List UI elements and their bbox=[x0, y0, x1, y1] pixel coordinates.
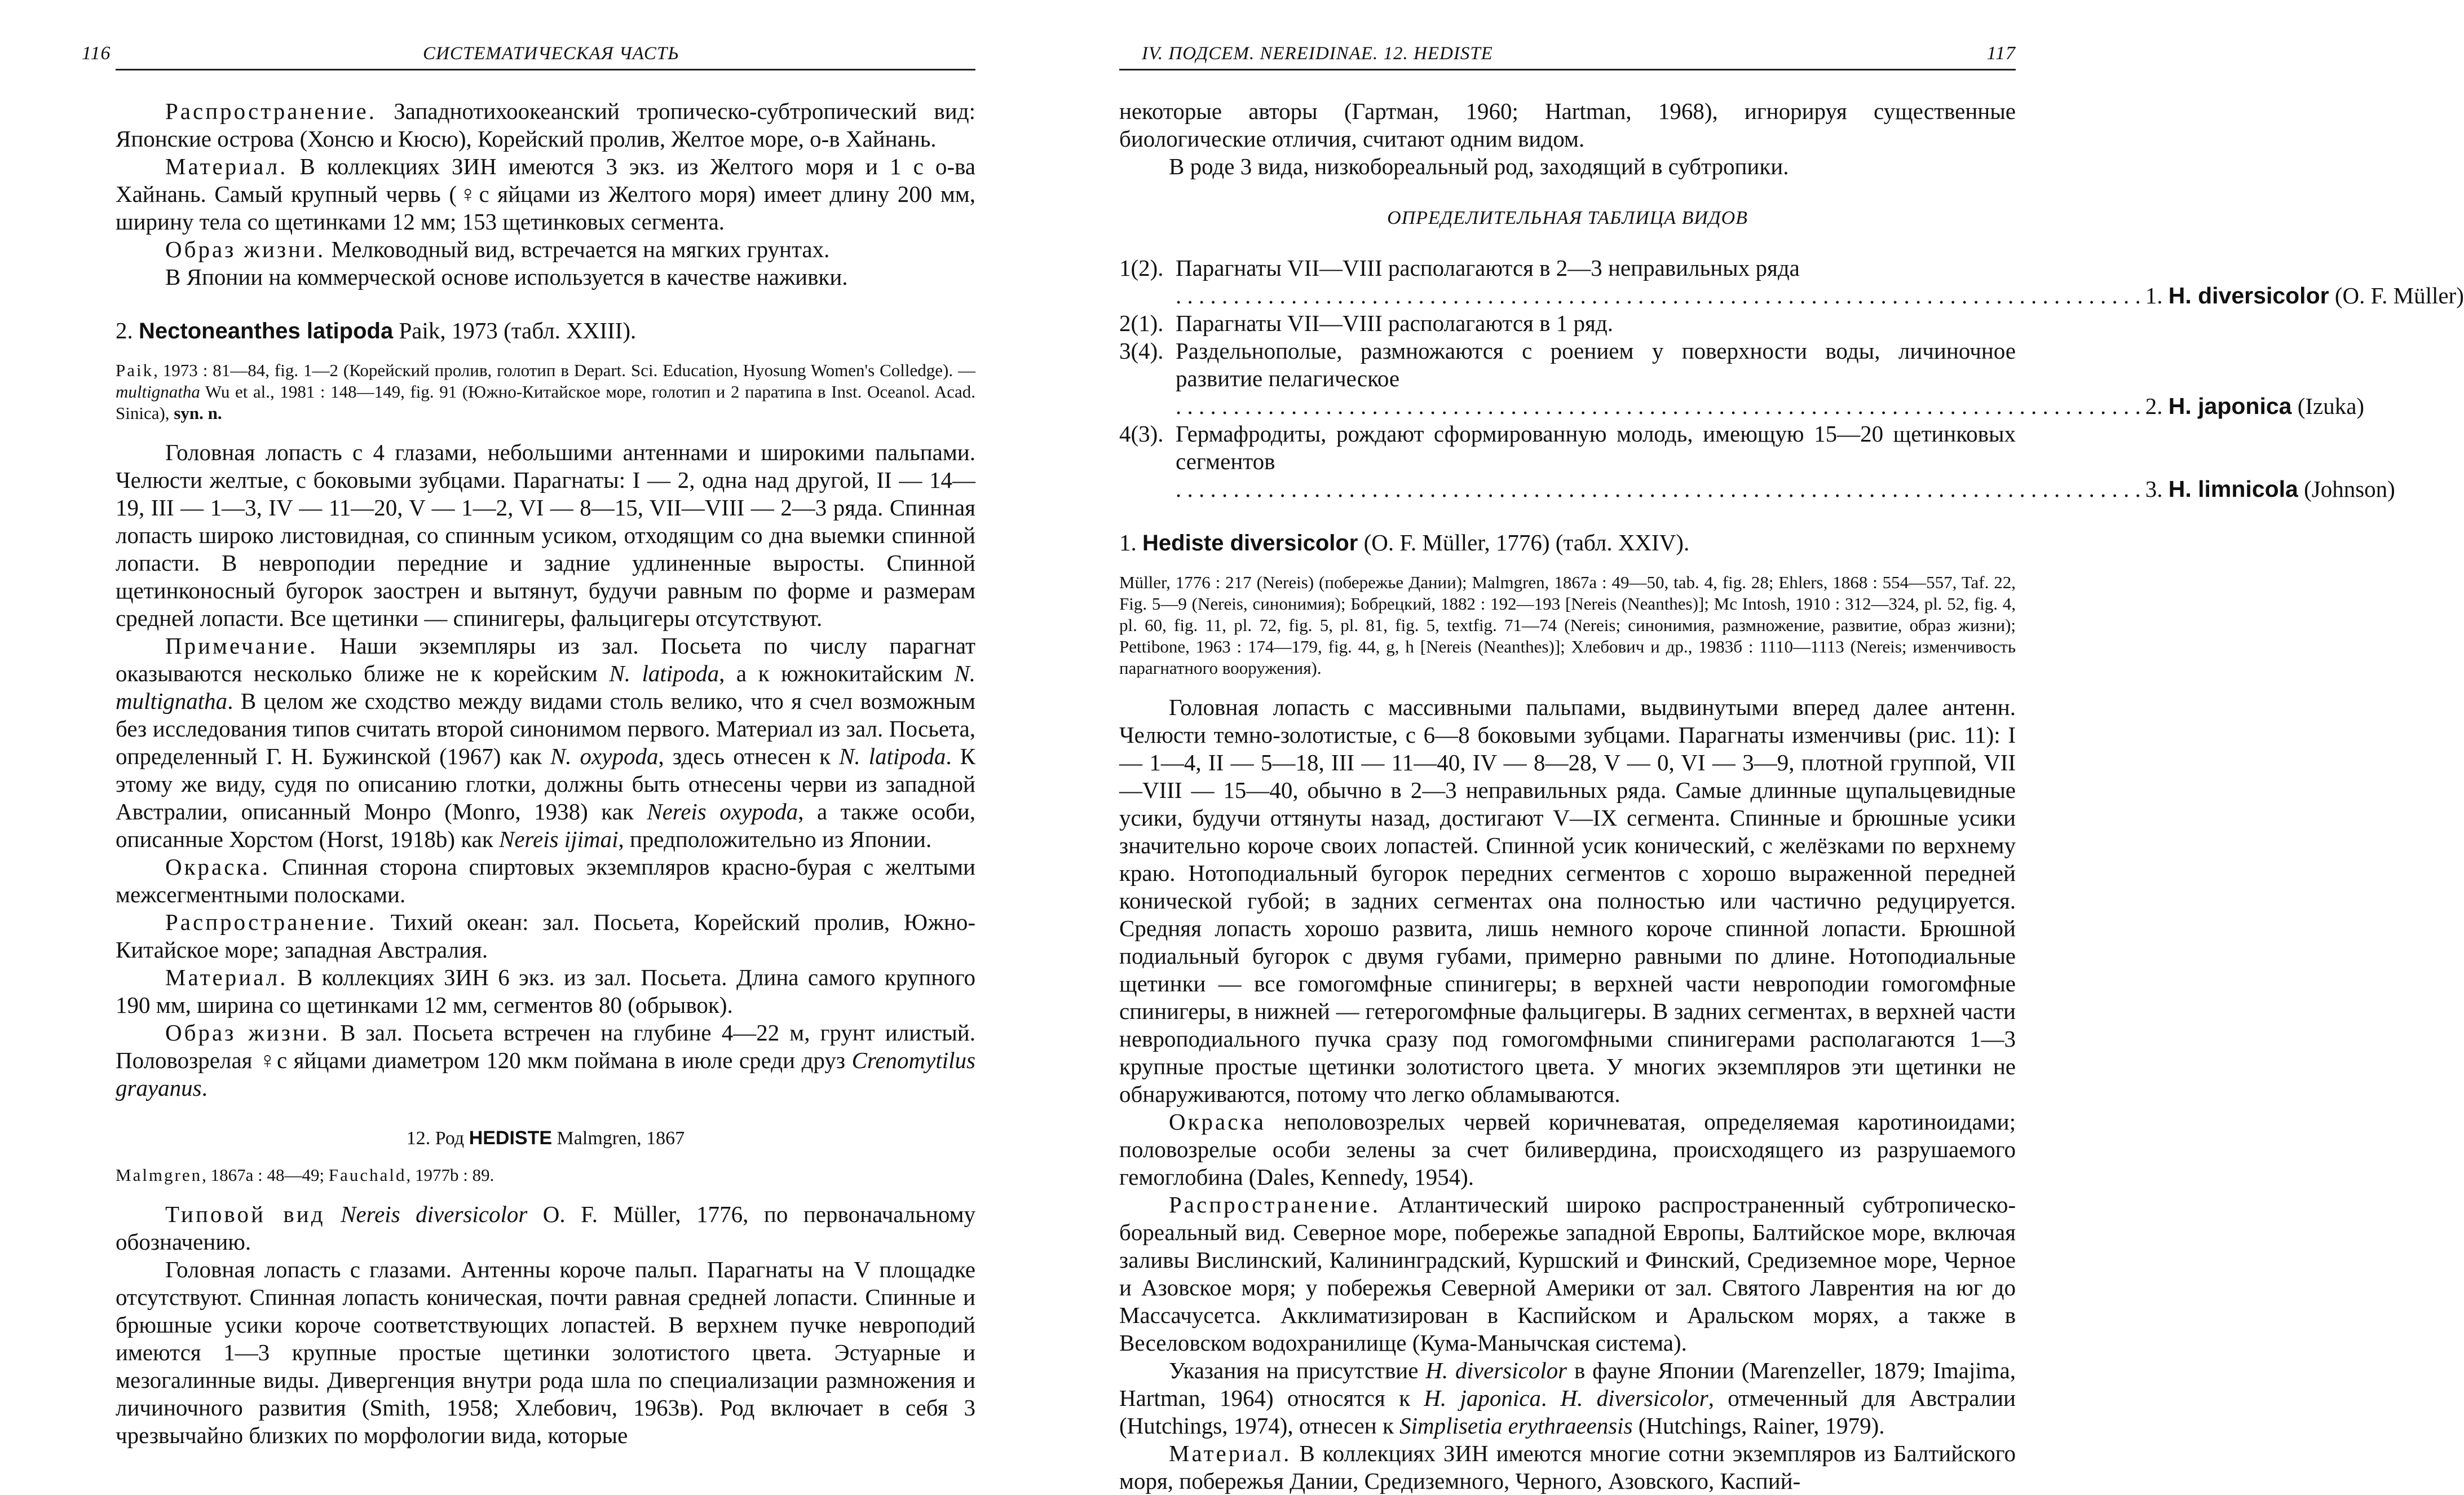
right-page bbox=[1119, 34, 2464, 1494]
genus-count-paragraph: В роде 3 вида, низкобореальный род, заходящий в субтропики. bbox=[1169, 153, 1789, 179]
key-entry-2: 2(1). Парагнаты VII—VIII располагаются в 1 ряд. bbox=[1119, 310, 1613, 336]
running-head-title-right: IV. ПОДСЕМ. NEREIDINAE. 12. HEDISTE bbox=[1142, 43, 1493, 64]
left-page bbox=[82, 34, 976, 1466]
bait-paragraph: В Японии на коммерческой основе используется в качестве наживки. bbox=[165, 264, 848, 290]
distribution-paragraph-1: Распространение. Западнотихоокеанский тропическо-субтропический вид: Японские острова (Хонсю и Кюсю), Корейский пролив, Желтое море, о-в Хайнань. bbox=[116, 98, 975, 152]
coloration-paragraph: Окраска. Спинная сторона спиртовых экземпляров красно-бурая с желтыми межсегментными полосками. bbox=[116, 854, 975, 907]
species-references-nectoneanthes: Paik, 1973 : 81—84, fig. 1—2 (Корейский пролив, голотип в Depart. Sci. Education, Hyosung Women's Colledge). — multignatha Wu et al., 1981 : 148—149, fig. 91 (Южно-Китайское море, голотип и 2 паратипа в Inst. Oceanol. Acad. Sinica), syn. n. bbox=[116, 360, 975, 423]
species-references-diversicolor: Müller, 1776 : 217 (Nereis) (побережье Дании); Malmgren, 1867a : 49—50, tab. 4, fig. 28; Ehlers, 1868 : 554—557, Taf. 22, Fig. 5—9 (Nereis, синонимия); Бобрецкий, 1882 : 192—193 [Nereis (Neanthes)]; Mc Intosh, 1910 : 312—324, pl. 52, fig. 4, pl. 60, fig. 11, pl. 72, fig. 5, pl. 81, fig. 5, textfig. 71—74 (Nereis; синонимия, размножение, развитие, образ жизни); Pettibone, 1963 : 174—179, fig. 44, g, h [Nereis (Neanthes)]; Хлебович и др., 1983б : 1110—1113 (Nereis; изменчивость парагнатного вооружения). bbox=[1119, 572, 2016, 678]
key-title: ОПРЕДЕЛИТЕЛЬНАЯ ТАБЛИЦА ВИДОВ bbox=[1387, 208, 1748, 228]
coloration-paragraph-right: Окраска неполовозрелых червей коричневатая, определяемая каротиноидами; половозрелые особи зелены за счет биливердина, происходящего из разрушаемого гемоглобина (Dales, Kennedy, 1954). bbox=[1119, 1109, 2016, 1190]
type-species-paragraph: Типовой вид Nereis diversicolor O. F. Müller, 1776, по первоначальному обозначению. bbox=[116, 1201, 976, 1255]
species-description-paragraph: Головная лопасть с массивными пальпами, выдвинутыми вперед далее антенн. Челюсти темно-золотистые, с 6—8 боковыми зубцами. Парагнаты изменчивы (рис. 11): I — 1—4, II — 5—18, III — 11—40, IV — 8—28, V — 0, VI — 3—9, плотной группой, VII—VIII — 15—40, обычно в 2—3 неправильных ряда. Самые длинные щупальцевидные усики, будучи оттянуты назад, достигают V—IX сегмента. Спинные и брюшные усики значительно короче своих лопастей. Спинной усик конический, с желёзками по верхнему краю. Нотоподиальный бугорок передних сегментов с хорошо выраженной передней конической губой; в задних сегментах она полностью или частично редуцируется. Средняя лопасть хорошо развита, лишь немного короче спинной лопасти. Брюшной подиальный бугорок с двумя губами, примерно равными по длине. Нотоподиальные щетинки — все гомогомфные спинигеры; в верхней части невроподии гомогомфные спинигеры, в нижней — гетерогомфные фальцигеры. В задних сегментах, в верхней части невроподиального пучка сразу под гомогомфными спинигерами располагаются 1—3 крупные простые щетинки золотистого цвета. У многих экземпляров эти щетинки не обнаруживаются, потому что легко обламываются. bbox=[1119, 694, 2016, 1107]
continuation-paragraph: некоторые авторы (Гартман, 1960; Hartman, 1968), игнорируя существенные биологические отличия, считают одним видом. bbox=[1119, 98, 2016, 152]
identification-key bbox=[1119, 254, 2464, 503]
page-number-right: 117 bbox=[1986, 43, 2016, 64]
note-paragraph: Примечание. Наши экземпляры из зал. Посьета по числу парагнат оказываются несколько ближе не к корейским N. latipoda, а к южнокитайским N. multignatha. В целом же сходство между видами столь велико, что я счел возможным без исследования типов считать второй синонимом первого. Материал из зал. Посьета, определенный Г. Н. Бужинской (1967) как N. oxypoda, здесь отнесен к N. latipoda. К этому же виду, судя по описанию глотки, должны быть отнесены черви из западной Австралии, описанный Монро (Monro, 1938) как Nereis oxypoda, а также особи, описанные Хорстом (Horst, 1918b) как Nereis ijimai, предположительно из Японии. bbox=[116, 633, 976, 852]
species-heading-hediste-diversicolor: 1. Hediste diversicolor (O. F. Müller, 1776) (табл. XXIV). bbox=[1119, 530, 1690, 555]
species-heading-nectoneanthes: 2. Nectoneanthes latipoda Paik, 1973 (табл. XXIII). bbox=[116, 317, 637, 343]
distribution-paragraph-2: Распространение. Тихий океан: зал. Посьета, Корейский пролив, Южно-Китайское море; западная Австралия. bbox=[116, 909, 975, 963]
key-entry-3: 3(4). Раздельнополые, размножаются с роением у поверхности воды, личиночное развитие пелагическое . . . . . . . . . . . . . . . . . . . . . . . . . . . . . . . . . . . . . . . . . . . . . . . . . . . . . . . . . . . . . . . . . . . . . . . . . . . . . . . . . . . . 2. H. japonica (Izuka) bbox=[1119, 338, 2365, 419]
running-head-right bbox=[1119, 34, 2016, 70]
indications-paragraph: Указания на присутствие H. diversicolor в фауне Японии (Marenzeller, 1879; Imajima, Hartman, 1964) относятся к H. japonica. H. diversicolor, отмеченный для Австралии (Hutchings, 1974), отнесен к Simplisetia erythraeensis (Hutchings, Rainer, 1979). bbox=[1119, 1357, 2016, 1439]
running-head-left bbox=[82, 34, 975, 70]
key-entry-4: 4(3). Гермафродиты, рождают сформированную молодь, имеющую 15—20 щетинковых сегментов . . . . . . . . . . . . . . . . . . . . . . . . . . . . . . . . . . . . . . . . . . . . . . . . . . . . . . . . . . . . . . . . . . . . . . . . . . . . . . . . . . . . 3. H. limnicola (Johnson) bbox=[1119, 421, 2395, 502]
lifestyle-paragraph-2: Образ жизни. В зал. Посьета встречен на глубине 4—22 м, грунт илистый. Половозрелая ♀с яйцами диаметром 120 мкм поймана в июле среди друз Crenomytilus grayanus. bbox=[116, 1020, 975, 1101]
genus-description-paragraph: Головная лопасть с глазами. Антенны короче пальп. Парагнаты на V площадке отсутствуют. Спинная лопасть коническая, почти равная средней лопасти. Спинные и брюшные усики короче соответствующих лопастей. В верхнем пучке невроподий имеются 1—3 крупные простые щетинки золотистого цвета. Эстуарные и мезогалинные виды. Дивергенция внутри рода шла по специализации размножения и личиночного развития (Smith, 1958; Хлебович, 1963в). Род включает в себя 3 чрезвычайно близких по морфологии вида, которые bbox=[116, 1256, 975, 1448]
description-paragraph: Головная лопасть с 4 глазами, небольшими антеннами и широкими пальпами. Челюсти желтые, с боковыми зубцами. Парагнаты: I — 2, одна над другой, II — 14—19, III — 1—3, IV — 11—20, V — 1—2, VI — 8—15, VII—VIII — 2—3 ряда. Спинная лопасть широко листовидная, со спинным усиком, отходящим со дна выемки спинной лопасти. В невроподии передние и задние удлиненные выросты. Спинной щетинконосный бугорок заострен и вытянут, будучи равным по форме и размерам средней лопасти. Все щетинки — спинигеры, фальцигеры отсутствуют. bbox=[116, 439, 975, 631]
material-paragraph-2: Материал. В коллекциях ЗИН 6 экз. из зал. Посьета. Длина самого крупного 190 мм, ширина со щетинками 12 мм, сегментов 80 (обрывок). bbox=[116, 964, 975, 1018]
right-page-body bbox=[1119, 98, 2464, 1495]
material-paragraph-right: Материал. В коллекциях ЗИН имеются многие сотни экземпляров из Балтийского моря, побережья Дании, Средиземного, Черного, Азовского, Каспий- bbox=[1119, 1440, 2016, 1494]
page-number-left: 116 bbox=[82, 43, 111, 64]
material-paragraph-1: Материал. В коллекциях ЗИН имеются 3 экз. из Желтого моря и 1 с о-ва Хайнань. Самый крупный червь (♀с яйцами из Желтого моря) имеет длину 200 мм, ширину тела со щетинками 12 мм; 153 щетинковых сегмента. bbox=[116, 153, 975, 235]
distribution-paragraph-right: Распространение. Атлантический широко распространенный субтропическо-бореальный вид. Северное море, побережье западной Европы, Балтийское море, включая заливы Вислинский, Калининградский, Куршский и Финский, Средиземное море, Черное и Азовское моря; у побережья Северной Америки от зал. Святого Лаврентия на юг до Массачусетса. Акклиматизирован в Каспийском и Аральском морях, а также в Веселовском водохранилище (Кума-Манычская система). bbox=[1119, 1192, 2016, 1356]
key-entry-1: 1(2). Парагнаты VII—VIII располагаются в 2—3 неправильных ряда . . . . . . . . . . . . . . . . . . . . . . . . . . . . . . . . . . . . . . . . . . . . . . . . . . . . . . . . . . . . . . . . . . . . . . . . . . . . . . . . . . . . 1. H. diversicolor (O. F. Müller) bbox=[1119, 255, 2464, 308]
genus-references: Malmgren, 1867a : 48—49; Fauchald, 1977b : 89. bbox=[116, 1165, 494, 1185]
genus-heading-hediste: 12. Род HEDISTE Malmgren, 1867 bbox=[406, 1127, 685, 1149]
left-page-body bbox=[116, 98, 975, 1449]
running-head-title-left: СИСТЕМАТИЧЕСКАЯ ЧАСТЬ bbox=[423, 43, 679, 64]
lifestyle-paragraph-1: Образ жизни. Мелководный вид, встречается на мягких грунтах. bbox=[165, 236, 830, 262]
